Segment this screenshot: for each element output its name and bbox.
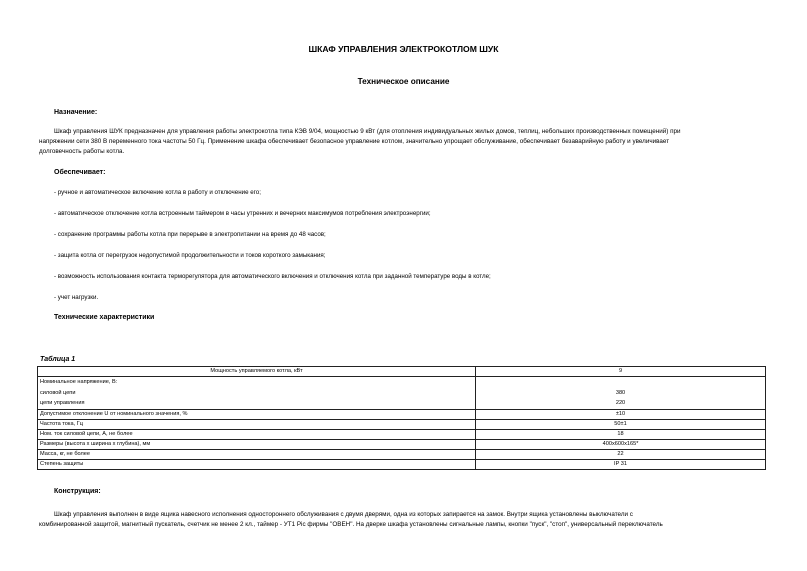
table-cell-param: Ном. ток силовой цепи, А, не более bbox=[38, 429, 476, 439]
cell-line: цепи управления bbox=[40, 400, 85, 406]
construction-heading: Конструкция: bbox=[54, 488, 101, 495]
provides-item: - автоматическое отключение котла встроенным таймером в часы утренних и вечерних максимумов потребления электроэнергии; bbox=[54, 210, 431, 217]
cell-line: 380 bbox=[615, 389, 626, 396]
table-row bbox=[38, 429, 766, 439]
provides-item: - возможность использования контакта терморегулятора для автоматического включения и отключения котла при заданной температуре воды в котле; bbox=[54, 273, 491, 280]
table-row bbox=[38, 449, 766, 459]
provides-item: - сохранение программы работы котла при перерыве в электропитании на время до 48 часов; bbox=[54, 231, 326, 238]
cell-line bbox=[478, 377, 763, 388]
document-subtitle: Техническое описание bbox=[357, 77, 450, 86]
table-row bbox=[38, 459, 766, 469]
provides-item: - учет нагрузки. bbox=[54, 294, 99, 301]
table-cell-param: Степень защиты bbox=[38, 459, 476, 469]
provides-item: - ручное и автоматическое включение котла в работу и отключение его; bbox=[54, 189, 261, 196]
table-header-param: Мощность управляемого котла, кВт bbox=[38, 367, 476, 377]
table-cell-param: Масса, кг, не более bbox=[38, 449, 476, 459]
cell-line: 220 bbox=[615, 400, 626, 406]
specs-table bbox=[37, 366, 766, 470]
table-header-row bbox=[38, 367, 766, 377]
table-cell-value: 18 bbox=[476, 429, 766, 439]
construction-line-1: Шкаф управления выполнен в виде ящика навесного исполнения одностороннего обслуживания с двумя дверями, одна из которых запирается на замок. Внутри ящика установлены выключатели с bbox=[54, 511, 633, 518]
table-caption: Таблица 1 bbox=[40, 356, 76, 363]
purpose-line-1: Шкаф управления ШУК предназначен для управления работы электрокотла типа КЭВ 9/04, мощностью 9 кВт (для отопления индивидуальных жилых домов, теплиц, небольших производственных помещений) при bbox=[54, 128, 681, 135]
construction-line-2: комбинированной защитой, магнитный пускатель, счетчик не менее 2 кл., таймер - УТ1 Pic фирмы "ОВЕН". На дверке шкафа установлены сигнальные лампы, кнопки "пуск", "стоп", универсальный переключатель bbox=[39, 521, 663, 528]
table-cell-value: ±10 bbox=[476, 409, 766, 419]
table-cell-value: 50±1 bbox=[476, 419, 766, 429]
cell-line: Номинальное напряжение, В: bbox=[40, 379, 118, 385]
table-cell-param: Допустимое отклонение U от номинального значения, % bbox=[38, 409, 476, 419]
table-row bbox=[38, 419, 766, 429]
purpose-line-3: долговечность работы котла. bbox=[39, 148, 125, 155]
provides-heading: Обеспечивает: bbox=[54, 169, 106, 176]
specs-heading: Технические характеристики bbox=[54, 314, 155, 321]
table-cell-value bbox=[476, 377, 766, 410]
purpose-heading: Назначение: bbox=[54, 109, 98, 116]
provides-item: - защита котла от перегрузок недопустимой продолжительности и токов короткого замыкания; bbox=[54, 252, 326, 259]
table-cell-value: 400х600х165* bbox=[476, 439, 766, 449]
table-row bbox=[38, 439, 766, 449]
table-cell-param: Частота тока, Гц bbox=[38, 419, 476, 429]
table-cell-param bbox=[38, 377, 476, 410]
document-title: ШКАФ УПРАВЛЕНИЯ ЭЛЕКТРОКОТЛОМ ШУК bbox=[308, 44, 499, 54]
table-cell-param: Размеры (высота х ширина х глубина), мм bbox=[38, 439, 476, 449]
table-cell-value: IP 31 bbox=[476, 459, 766, 469]
table-row bbox=[38, 377, 766, 410]
purpose-line-2: напряжении сети 380 В переменного тока частоты 50 Гц. Применение шкафа обеспечивает безопасное управление котлом, значительно упрощает обслуживание, обеспечивает безаварийную работу и увеличивает bbox=[39, 138, 670, 145]
table-cell-value: 22 bbox=[476, 449, 766, 459]
table-row bbox=[38, 409, 766, 419]
table-header-value: 9 bbox=[476, 367, 766, 377]
cell-line: силовой цепи bbox=[40, 389, 76, 396]
